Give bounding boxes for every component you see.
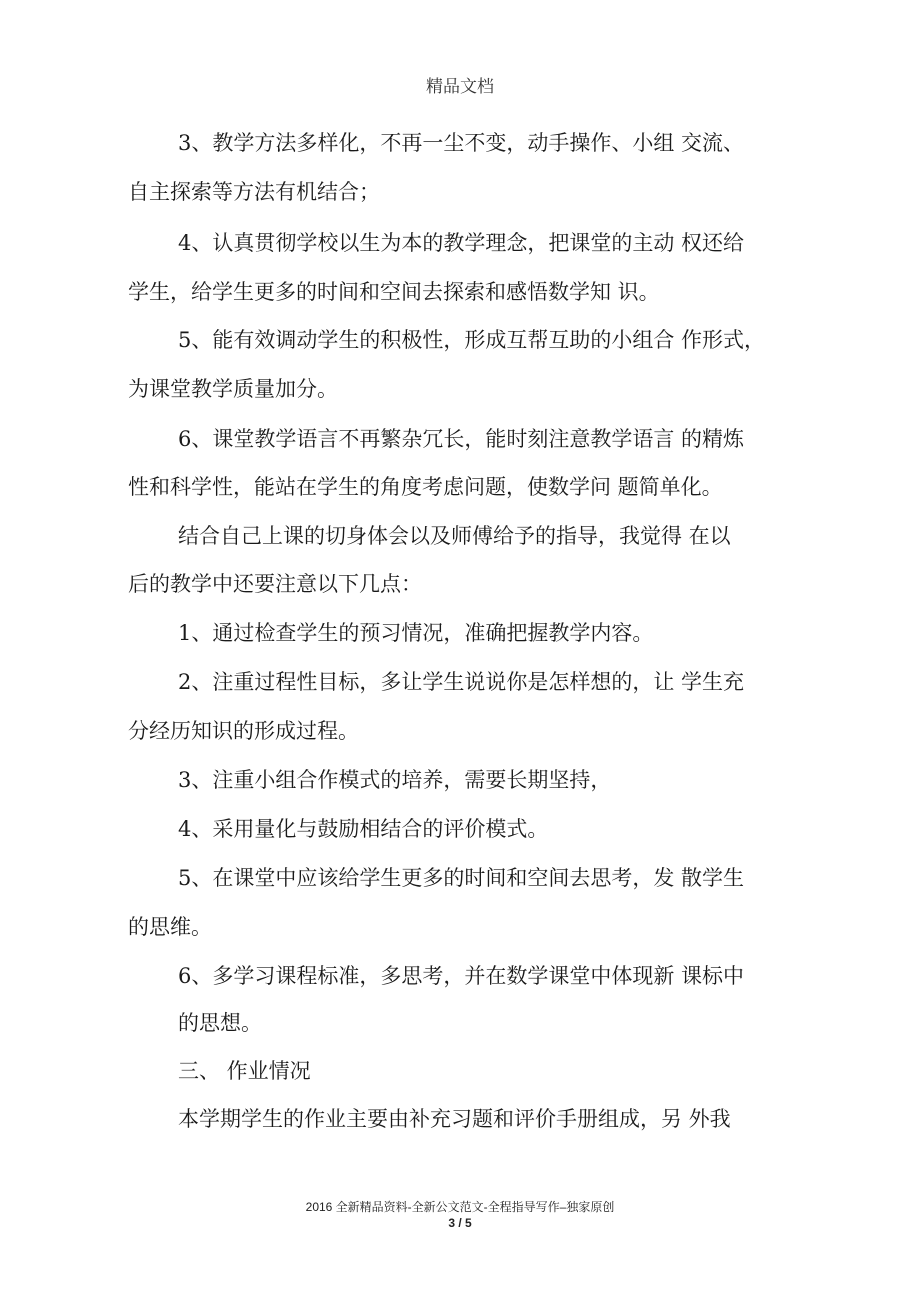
paragraph-line: 4、采用量化与鼓励相结合的评价模式。 (178, 817, 549, 841)
paragraph-line: 6、多学习课程标准，多思考，并在数学课堂中体现新 课标中 (178, 964, 745, 988)
section-heading: 三、 作业情况 (178, 1059, 311, 1083)
paragraph-line: 结合自己上课的切身体会以及师傅给予的指导，我觉得 在以 (178, 524, 731, 548)
paragraph-line: 3、教学方法多样化，不再一尘不变，动手操作、小组 交流、 (178, 131, 745, 155)
paragraph-line: 本学期学生的作业主要由补充习题和评价手册组成，另 外我 (178, 1107, 731, 1131)
paragraph-line: 后的教学中还要注意以下几点： (128, 572, 422, 596)
paragraph-line: 5、在课堂中应该给学生更多的时间和空间去思考，发 散学生 (178, 866, 745, 890)
footer-tagline: 2016 全新精品资料-全新公文范文-全程指导写作–独家原创 (305, 1200, 615, 1214)
paragraph-line: 6、课堂教学语言不再繁杂冗长，能时刻注意教学语言 的精炼 (178, 427, 745, 451)
page-header: 精品文档 (426, 77, 494, 97)
paragraph-line: 为课堂教学质量加分。 (128, 377, 338, 401)
paragraph-line: 的思维。 (128, 915, 212, 939)
paragraph-line: 自主探索等方法有机结合； (128, 180, 380, 204)
paragraph-line: 4、认真贯彻学校以生为本的教学理念，把课堂的主动 权还给 (178, 231, 745, 255)
paragraph-line: 性和科学性，能站在学生的角度考虑问题，使数学问 题简单化。 (128, 475, 723, 499)
paragraph-line: 分经历知识的形成过程。 (128, 719, 359, 743)
paragraph-line: 1、通过检查学生的预习情况，准确把握教学内容。 (178, 621, 654, 645)
page-number: 3 / 5 (448, 1216, 472, 1230)
paragraph-line: 的思想。 (178, 1011, 262, 1035)
paragraph-line: 2、注重过程性目标，多让学生说说你是怎样想的，让 学生充 (178, 670, 745, 694)
paragraph-line: 5、能有效调动学生的积极性，形成互帮互助的小组合 作形式， (178, 328, 766, 352)
paragraph-line: 学生，给学生更多的时间和空间去探索和感悟数学知 识。 (128, 280, 660, 304)
paragraph-line: 3、注重小组合作模式的培养，需要长期坚持， (178, 768, 612, 792)
